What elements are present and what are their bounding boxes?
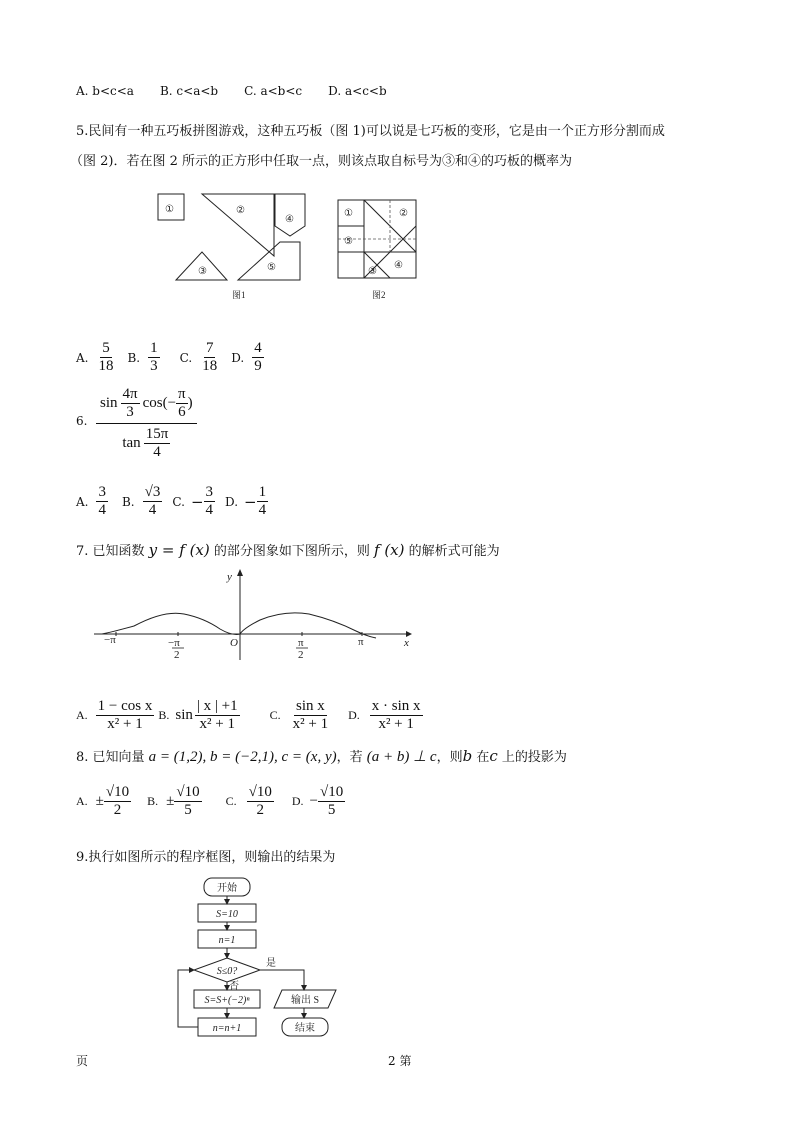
- q8-stem: 8. 已知向量 a = (1,2), b = (−2,1), c = (x, y)，若 (a + b) ⊥ c，则b 在c 上的投影为: [76, 747, 567, 765]
- q6-cos-frac: $\frac{\pi}{6}$: [178, 386, 186, 420]
- q5-letter-c: C.: [179, 350, 193, 365]
- fig2-caption: 图2: [372, 290, 386, 300]
- fig1-label-4: ④: [285, 214, 294, 225]
- tick-neg-half-num: −π: [168, 637, 180, 649]
- q4-option-d: D. a<c<b: [328, 84, 387, 98]
- fig1-label-1: ①: [165, 204, 174, 215]
- fig1-piece-5: [238, 242, 300, 280]
- footer-left: 页: [76, 1054, 89, 1068]
- q7-options: [76, 698, 423, 733]
- q5-option-a: $\frac{5}{18}$: [98, 340, 114, 374]
- tick-pi: π: [358, 636, 364, 648]
- q7-sin-b: sin: [175, 707, 193, 723]
- q8-option-b: $\frac{√10}{5}$: [176, 784, 200, 818]
- x-axis-label: x: [404, 637, 409, 649]
- flow-cond-label: S≤0?: [216, 966, 238, 977]
- tick-half-den: 2: [298, 649, 304, 661]
- q6-tan: tan: [122, 435, 141, 451]
- q8-sign-b: ±: [166, 793, 175, 809]
- q8-letter-a: A.: [76, 794, 88, 808]
- flow-start-label: 开始: [217, 883, 237, 894]
- tick-neg-pi: −π: [104, 634, 116, 646]
- q7-option-c: $\frac{\text{sin x}}{\text{x² + 1}}$: [292, 698, 329, 732]
- q6-option-c: $\frac{3}{4}$: [205, 484, 214, 518]
- curve-left: [102, 613, 240, 634]
- q4-option-b: B. c<a<b: [159, 84, 219, 98]
- q6-sin: sin: [100, 395, 118, 411]
- flow-loop-line: [178, 970, 198, 1027]
- q8-options: [76, 784, 345, 819]
- tick-neg-half-den: 2: [174, 649, 180, 661]
- q6-close: ): [187, 395, 193, 411]
- fig2-label-4: ④: [394, 260, 403, 271]
- q9-flowchart: [172, 874, 348, 1044]
- q6-option-a: $\frac{3}{4}$: [98, 484, 106, 518]
- y-axis-label: y: [227, 571, 232, 583]
- q5-stem-line1: 5.民间有一种五巧板拼图游戏，这种五巧板（图 1)可以说是七巧板的变形，它是由一个正方形分割而成: [76, 124, 665, 139]
- fig2-label-2: ②: [399, 208, 408, 219]
- q7-letter-b: B.: [158, 708, 170, 722]
- flow-yes-label: 是: [266, 958, 276, 969]
- q7-option-a: $\frac{\text{1 − cos x}}{\text{x² + 1}}$: [97, 698, 153, 732]
- q6-letter-b: B.: [121, 494, 135, 509]
- q6-sign-d: −: [244, 492, 257, 511]
- flow-output-label: 输出 S: [290, 995, 320, 1006]
- fig1-label-2: ②: [236, 205, 245, 216]
- fig1-caption: 图1: [232, 290, 246, 300]
- q9-stem: 9.执行如图所示的程序框图，则输出的结果为: [76, 850, 336, 865]
- q8-letter-d: D.: [291, 794, 304, 808]
- flow-s-init-label: S=10: [216, 909, 238, 920]
- q6-options: [76, 484, 268, 519]
- q5-option-b: $\frac{1}{3}$: [150, 340, 158, 374]
- q7-option-b: $\frac{| x | +1}{\text{x² + 1}}$: [196, 698, 238, 732]
- flow-no-label: 否: [229, 981, 239, 992]
- q7-graph: [94, 566, 416, 662]
- q5-letter-d: D.: [231, 350, 245, 365]
- q7-stem: 7. 已知函数 y = f (x) 的部分图象如下图所示，则 f (x) 的解析式可能为: [76, 541, 500, 559]
- q7-letter-a: A.: [76, 708, 88, 722]
- q7-letter-d: D.: [348, 708, 360, 722]
- q5-figures: [150, 188, 430, 306]
- flow-update-s-label: S=S+(−2)ⁿ: [204, 995, 250, 1006]
- q8-option-c: $\frac{√10}{2}$: [248, 784, 272, 818]
- q4-options: [76, 84, 416, 98]
- flow-end-label: 结束: [295, 1023, 315, 1034]
- q6-den-frac: $\frac{15\pi}{4}$: [145, 426, 169, 460]
- footer-page: 2 第: [388, 1054, 412, 1068]
- flow-yes-line: [260, 970, 304, 990]
- q5-option-c: $\frac{7}{18}$: [202, 340, 218, 374]
- q8-letter-b: B.: [147, 794, 159, 808]
- q7-option-d: $\frac{\text{x · sin x}}{\text{x² + 1}}$: [371, 698, 421, 732]
- q8-sign-a: ±: [95, 793, 104, 809]
- q5-stem-line2: （图 2)．若在图 2 所示的正方形中任取一点，则该点取自标号为③和④的巧板的概率为: [70, 154, 573, 169]
- q5-option-d: $\frac{4}{9}$: [254, 340, 262, 374]
- q5-letter-a: A.: [76, 350, 89, 365]
- q6-letter-a: A.: [76, 494, 89, 509]
- q6-option-d: $\frac{1}{4}$: [258, 484, 267, 518]
- fig2-label-5: ⑤: [344, 236, 353, 247]
- q5-letter-b: B.: [127, 350, 141, 365]
- q6-num-frac: $\frac{4\pi}{3}$: [122, 386, 138, 420]
- tick-half-num: π: [298, 637, 304, 649]
- q6-letter-d: D.: [225, 494, 239, 509]
- fig1-piece-2: [202, 194, 274, 256]
- fig1-label-5: ⑤: [267, 262, 276, 273]
- q8-option-a: $\frac{√10}{2}$: [105, 784, 130, 818]
- fig2-label-1: ①: [344, 208, 353, 219]
- q4-option-c: C. a<b<c: [244, 84, 303, 98]
- q6-number: 6.: [76, 414, 88, 428]
- q6-expression: [96, 386, 197, 461]
- q6-letter-c: C.: [172, 494, 185, 509]
- q6-cos: cos(−: [142, 395, 177, 411]
- flow-n-init-label: n=1: [218, 935, 236, 946]
- q8-sign-d: −: [309, 793, 319, 809]
- q5-options: [76, 340, 264, 375]
- fig1-label-3: ③: [198, 266, 207, 277]
- flow-update-n-label: n=n+1: [212, 1023, 242, 1034]
- q8-letter-c: C.: [225, 794, 237, 808]
- q6-sign-c: −: [190, 492, 204, 511]
- q6-option-b: $\frac{√3}{4}$: [144, 484, 161, 518]
- q8-option-d: $\frac{√10}{5}$: [320, 784, 344, 818]
- fig2-label-3: ③: [368, 266, 377, 277]
- q7-letter-c: C.: [269, 708, 281, 722]
- origin-label: O: [230, 637, 238, 649]
- q4-option-a: A. b<c<a: [76, 84, 134, 98]
